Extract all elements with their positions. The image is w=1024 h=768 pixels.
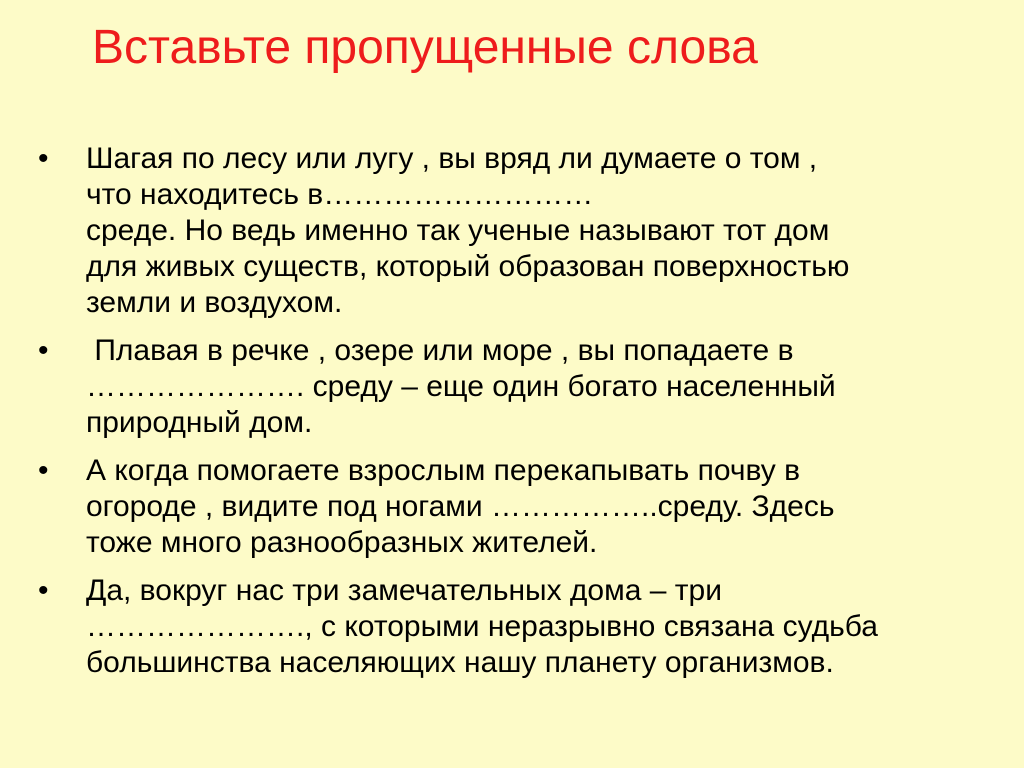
bullet-icon: • — [38, 454, 49, 487]
text-line: земли и воздухом. — [86, 286, 343, 319]
list-item-text — [86, 453, 983, 561]
text-line: тоже много разнообразных жителей. — [86, 526, 598, 559]
list-item — [38, 141, 983, 321]
list-item — [38, 333, 983, 441]
text-line: для живых существ, который образован поверхностью — [86, 250, 850, 283]
text-line: что находитесь в……………………… — [86, 178, 594, 211]
text-line: А когда помогаете взрослым перекапывать почву в — [86, 454, 801, 487]
text-line: Да, вокруг нас три замечательных дома – три — [86, 574, 722, 607]
text-line: большинства населяющих нашу планету организмов. — [86, 646, 834, 679]
list-item-text — [86, 141, 983, 321]
text-line: природный дом. — [86, 406, 313, 439]
text-line: Плавая в речке , озере или море , вы попадаете в — [86, 334, 794, 367]
text-line: среде. Но ведь именно так ученые называют тот дом — [86, 214, 830, 247]
list-item-text — [86, 573, 983, 681]
bullet-icon: • — [38, 334, 49, 367]
list-item — [38, 453, 983, 561]
list-item — [38, 573, 983, 681]
text-line: огороде , видите под ногами ……………..среду. Здесь — [86, 490, 835, 523]
text-line: Шагая по лесу или лугу , вы вряд ли думаете о том , — [86, 142, 818, 175]
text-line: …………………. среду – еще один богато населенный — [86, 370, 836, 403]
bullet-icon: • — [38, 142, 49, 175]
list-item-text — [86, 333, 983, 441]
text-line: …………………., с которыми неразрывно связана судьба — [86, 610, 878, 643]
slide-title: Вставьте пропущенные слова — [92, 21, 758, 74]
bullet-list — [38, 141, 983, 693]
bullet-icon: • — [38, 574, 49, 607]
